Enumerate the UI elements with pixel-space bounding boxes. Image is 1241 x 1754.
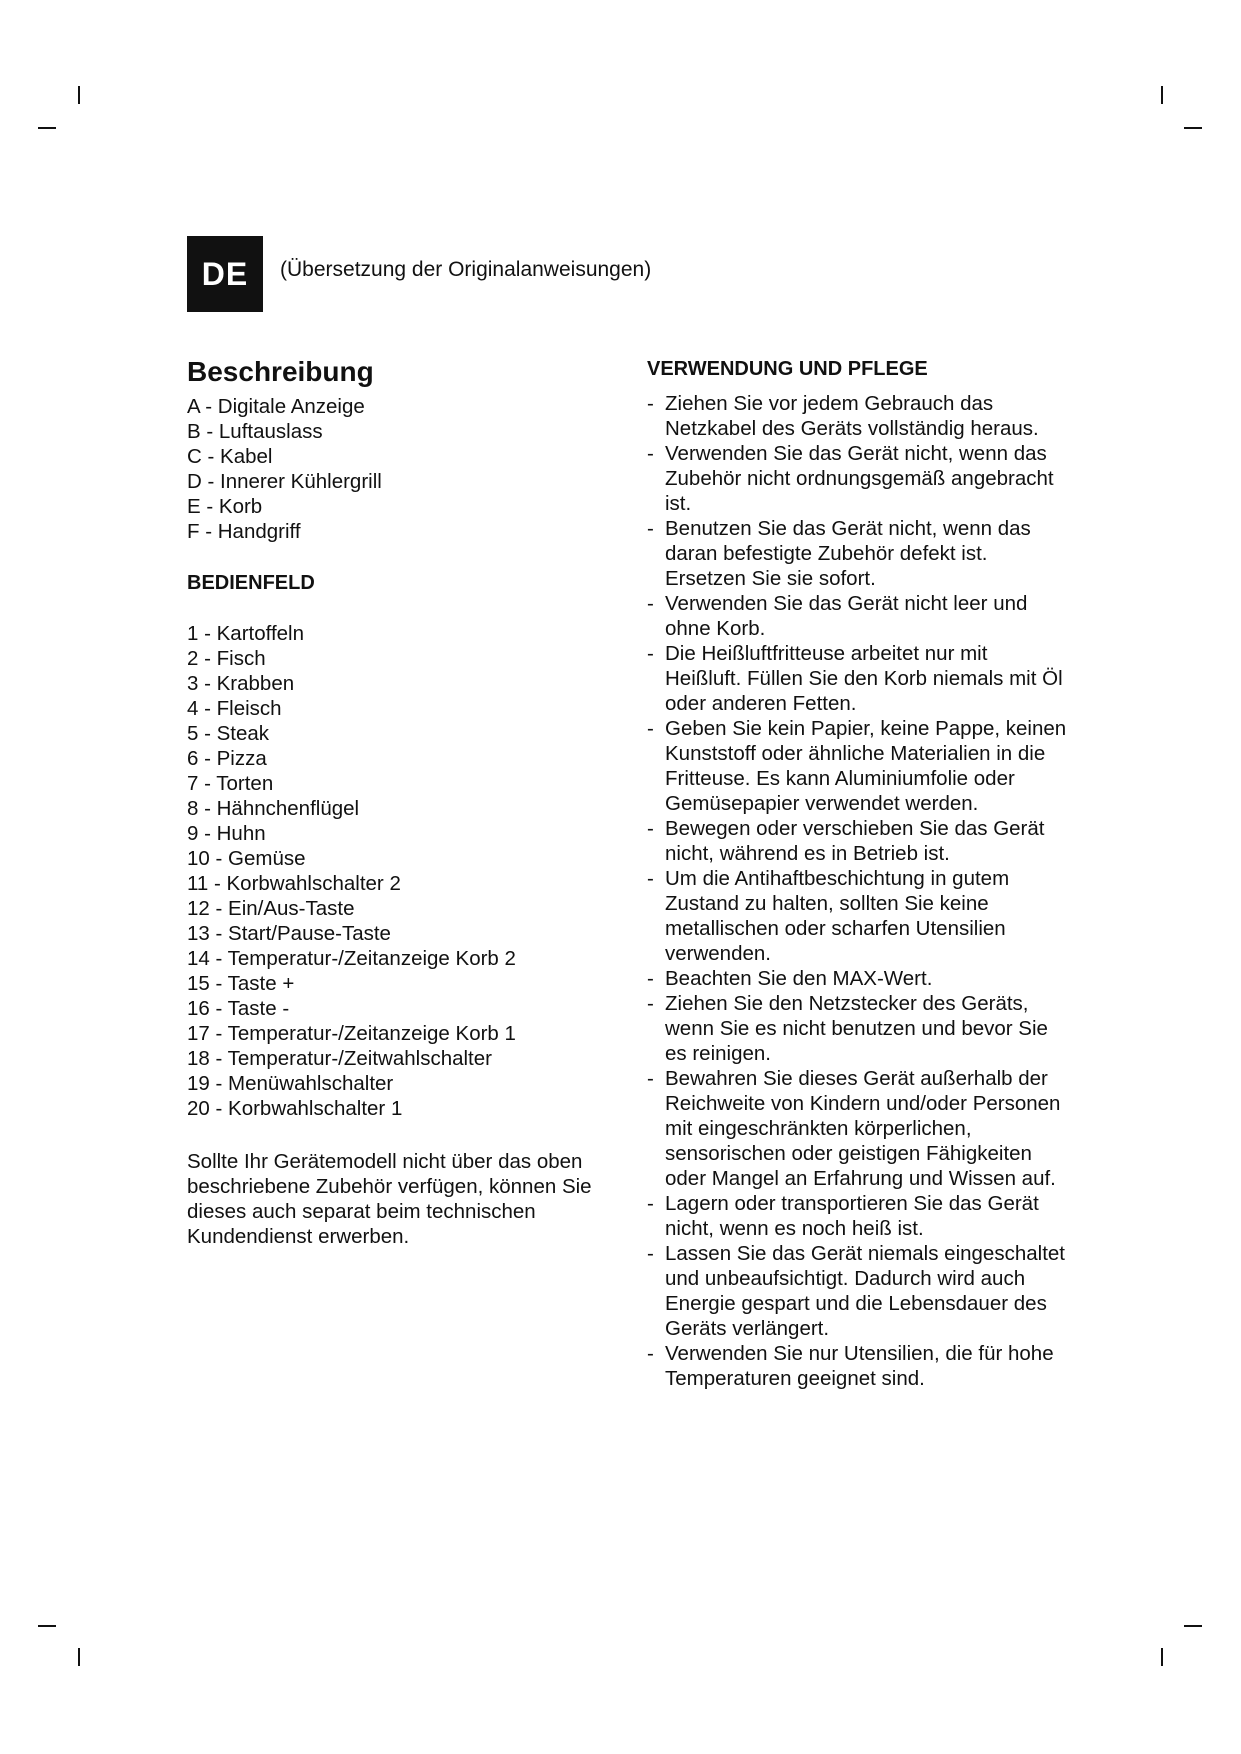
usage-item-text: Bewegen oder verschieben Sie das Gerät nicht, während es in Betrieb ist. bbox=[665, 817, 1045, 865]
usage-item-text: Verwenden Sie das Gerät nicht leer und ohne Korb. bbox=[665, 592, 1028, 640]
usage-item-text: Ziehen Sie vor jedem Gebrauch das Netzkabel des Geräts vollständig heraus. bbox=[665, 392, 1039, 440]
description-title: Beschreibung bbox=[187, 356, 374, 387]
accessory-note: Sollte Ihr Gerätemodell nicht über das oben beschriebene Zubehör verfügen, können Sie dieses auch separat beim technischen Kundendienst erwerben. bbox=[187, 1150, 592, 1248]
crop-mark-top-left-vertical bbox=[78, 86, 80, 104]
usage-item-text: Benutzen Sie das Gerät nicht, wenn das daran befestigte Zubehör defekt ist. Ersetzen Sie sie sofort. bbox=[665, 517, 1031, 590]
control-item: 18 - Temperatur-/Zeitwahlschalter bbox=[187, 1047, 492, 1070]
part-item: D - Innerer Kühlergrill bbox=[187, 470, 382, 493]
control-item: 11 - Korbwahlschalter 2 bbox=[187, 872, 401, 895]
part-item: F - Handgriff bbox=[187, 520, 301, 543]
usage-item-text: Lassen Sie das Gerät niemals eingeschaltet und unbeaufsichtigt. Dadurch wird auch Energie gespart und die Lebensdauer des Geräts verlängert. bbox=[665, 1242, 1065, 1340]
dash-marker: - bbox=[647, 1067, 654, 1090]
crop-mark-bottom-right-vertical bbox=[1161, 1648, 1163, 1666]
right-column bbox=[647, 358, 1067, 1391]
crop-mark-bottom-left-horizontal bbox=[38, 1625, 56, 1627]
dash-marker: - bbox=[647, 967, 654, 990]
dash-marker: - bbox=[647, 442, 654, 465]
usage-item bbox=[647, 1066, 1067, 1191]
usage-item bbox=[647, 991, 1067, 1066]
usage-item-text: Lagern oder transportieren Sie das Gerät nicht, wenn es noch heiß ist. bbox=[665, 1192, 1039, 1240]
usage-item bbox=[647, 1341, 1067, 1391]
crop-mark-top-right-vertical bbox=[1161, 86, 1163, 104]
control-item: 6 - Pizza bbox=[187, 747, 267, 770]
dash-marker: - bbox=[647, 1192, 654, 1215]
control-panel-list bbox=[187, 621, 627, 1121]
usage-item bbox=[647, 866, 1067, 966]
usage-item-text: Ziehen Sie den Netzstecker des Geräts, wenn Sie es nicht benutzen und bevor Sie es reinigen. bbox=[665, 992, 1048, 1065]
part-item: A - Digitale Anzeige bbox=[187, 395, 365, 418]
parts-list bbox=[187, 394, 627, 544]
usage-item-text: Verwenden Sie das Gerät nicht, wenn das Zubehör nicht ordnungsgemäß angebracht ist. bbox=[665, 442, 1054, 515]
dash-marker: - bbox=[647, 992, 654, 1015]
crop-mark-bottom-right-horizontal bbox=[1184, 1625, 1202, 1627]
control-item: 13 - Start/Pause-Taste bbox=[187, 922, 391, 945]
control-item: 9 - Huhn bbox=[187, 822, 266, 845]
usage-item bbox=[647, 1241, 1067, 1341]
language-badge: DE bbox=[187, 236, 263, 312]
part-item: C - Kabel bbox=[187, 445, 273, 468]
usage-item-text: Verwenden Sie nur Utensilien, die für hohe Temperaturen geeignet sind. bbox=[665, 1342, 1054, 1390]
usage-item-text: Um die Antihaftbeschichtung in gutem Zustand zu halten, sollten Sie keine metallischen oder scharfen Utensilien verwenden. bbox=[665, 867, 1010, 965]
crop-mark-bottom-left-vertical bbox=[78, 1648, 80, 1666]
control-item: 5 - Steak bbox=[187, 722, 270, 745]
control-item: 15 - Taste + bbox=[187, 972, 295, 995]
usage-item-text: Geben Sie kein Papier, keine Pappe, keinen Kunststoff oder ähnliche Materialien in die Fritteuse. Es kann Aluminiumfolie oder Gemüsepapier verwendet werden. bbox=[665, 717, 1067, 815]
usage-item bbox=[647, 441, 1067, 516]
dash-marker: - bbox=[647, 717, 654, 740]
dash-marker: - bbox=[647, 867, 654, 890]
usage-item-text: Beachten Sie den MAX-Wert. bbox=[665, 967, 933, 990]
dash-marker: - bbox=[647, 1242, 654, 1265]
usage-item-text: Bewahren Sie dieses Gerät außerhalb der Reichweite von Kindern und/oder Personen mit eingeschränkten körperlichen, sensorischen oder geistigen Fähigkeiten oder Mangel an Erfahrung und Wissen auf. bbox=[665, 1067, 1061, 1190]
document-subtitle: (Übersetzung der Originalanweisungen) bbox=[280, 258, 652, 281]
control-panel-title: BEDIENFELD bbox=[187, 572, 315, 594]
control-item: 14 - Temperatur-/Zeitanzeige Korb 2 bbox=[187, 947, 516, 970]
dash-marker: - bbox=[647, 817, 654, 840]
control-item: 1 - Kartoffeln bbox=[187, 622, 304, 645]
control-item: 8 - Hähnchenflügel bbox=[187, 797, 360, 820]
left-column bbox=[187, 356, 627, 1270]
control-item: 12 - Ein/Aus-Taste bbox=[187, 897, 355, 920]
usage-item bbox=[647, 1191, 1067, 1241]
crop-mark-top-right-horizontal bbox=[1184, 127, 1202, 129]
control-item: 3 - Krabben bbox=[187, 672, 295, 695]
usage-title: VERWENDUNG UND PFLEGE bbox=[647, 358, 928, 380]
dash-marker: - bbox=[647, 392, 654, 415]
usage-item bbox=[647, 516, 1067, 591]
usage-item bbox=[647, 641, 1067, 716]
control-item: 19 - Menüwahlschalter bbox=[187, 1072, 394, 1095]
usage-item bbox=[647, 716, 1067, 816]
control-item: 20 - Korbwahlschalter 1 bbox=[187, 1097, 403, 1120]
crop-mark-top-left-horizontal bbox=[38, 127, 56, 129]
dash-marker: - bbox=[647, 642, 654, 665]
part-item: B - Luftauslass bbox=[187, 420, 323, 443]
control-item: 2 - Fisch bbox=[187, 647, 266, 670]
control-item: 7 - Torten bbox=[187, 772, 274, 795]
usage-list bbox=[647, 391, 1067, 1391]
usage-item bbox=[647, 591, 1067, 641]
control-item: 10 - Gemüse bbox=[187, 847, 306, 870]
dash-marker: - bbox=[647, 517, 654, 540]
usage-item-text: Die Heißluftfritteuse arbeitet nur mit Heißluft. Füllen Sie den Korb niemals mit Öl oder anderen Fetten. bbox=[665, 642, 1063, 715]
control-item: 17 - Temperatur-/Zeitanzeige Korb 1 bbox=[187, 1022, 516, 1045]
usage-item bbox=[647, 966, 1067, 991]
control-item: 4 - Fleisch bbox=[187, 697, 282, 720]
control-item: 16 - Taste - bbox=[187, 997, 290, 1020]
usage-item bbox=[647, 391, 1067, 441]
dash-marker: - bbox=[647, 1342, 654, 1365]
part-item: E - Korb bbox=[187, 495, 263, 518]
usage-item bbox=[647, 816, 1067, 866]
dash-marker: - bbox=[647, 592, 654, 615]
